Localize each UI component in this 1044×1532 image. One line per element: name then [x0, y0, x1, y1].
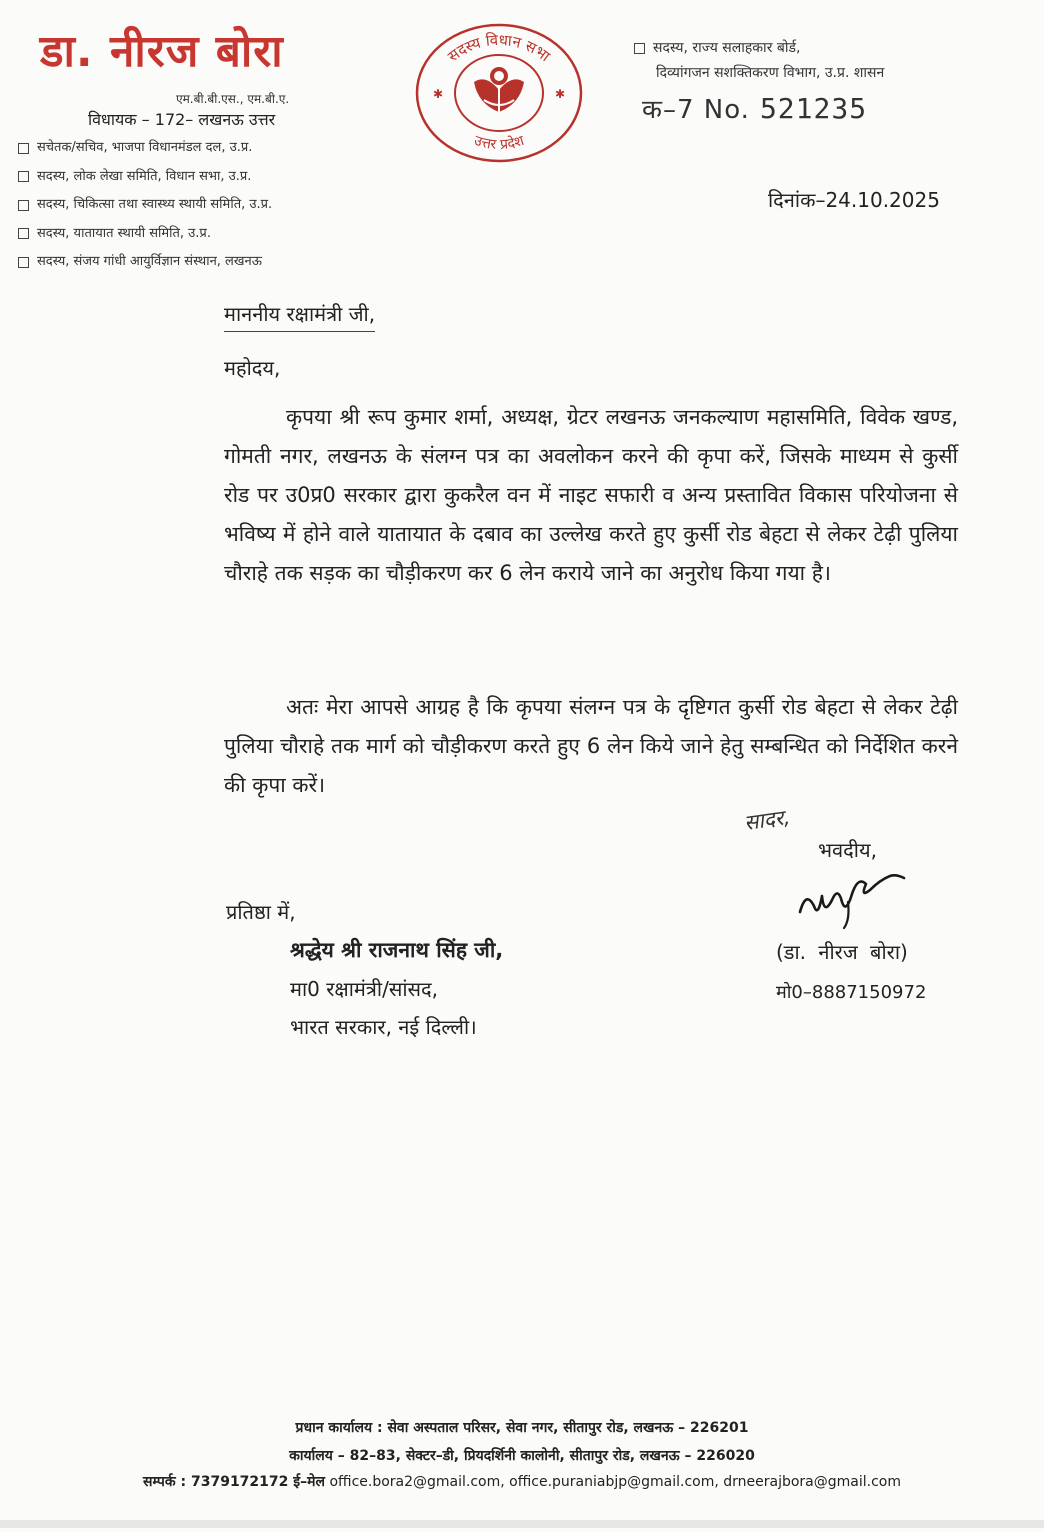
body-paragraph-1: कृपया श्री रूप कुमार शर्मा, अध्यक्ष, ग्रेटर लखनऊ जनकल्याण महासमिति, विवेक खण्ड, गोमती नगर, लखनऊ के संलग्न पत्र का अवलोकन करने की कृपा करें, जिसके माध्यम से कुर्सी रोड पर उ0प्र0 सरकार द्वारा कुकरैल वन में नाइट सफारी व अन्य प्रस्तावित विकास परियोजना से भविष्य में होने वाले यातायात के दबाव का उल्लेख करते हुए कुर्सी रोड बेहटा से लेकर टेढ़ी पुलिया चौराहे तक सड़क का चौड़ीकरण कर 6 लेन कराये जाने का अनुरोध किया गया है।	[224, 405, 958, 585]
role-item: सदस्य, चिकित्सा तथा स्वास्थ्य स्थायी समिति, उ.प्र.	[18, 191, 272, 220]
svg-text:✱: ✱	[432, 87, 444, 101]
right-role-item: सदस्य, राज्य सलाहकार बोर्ड,	[634, 36, 884, 61]
letterhead-designation: विधायक – 172– लखनऊ उत्तर	[88, 110, 276, 129]
role-item: सचेतक/सचिव, भाजपा विधानमंडल दल, उ.प्र.	[18, 134, 272, 163]
svg-text:सदस्य विधान सभा	[444, 31, 554, 66]
svg-text:उत्तर प्रदेश	[472, 133, 527, 153]
letterhead-name: डा. नीरज बोरा	[40, 26, 284, 77]
svg-text:✱: ✱	[554, 87, 566, 101]
checkbox-icon	[18, 257, 29, 268]
footer-emails: office.bora2@gmail.com, office.puraniabjp@gmail.com, drneerajbora@gmail.com	[329, 1474, 901, 1490]
signature-icon	[792, 872, 922, 932]
assembly-seal-icon	[414, 22, 584, 164]
checkbox-icon	[634, 43, 645, 54]
reference-number	[642, 90, 867, 126]
right-role-line2: दिव्यांगजन सशक्तिकरण विभाग, उ.प्र. शासन	[656, 65, 885, 81]
checkbox-icon	[18, 200, 29, 211]
greeting: महोदय,	[224, 356, 281, 380]
footer-contact-label: सम्पर्क : 7379172172 ई–मेल	[143, 1474, 326, 1490]
signatory-mobile: मो0–8887150972	[776, 982, 927, 1003]
seal-top-text: सदस्य विधान सभा	[444, 30, 554, 66]
page-bottom-edge	[0, 1520, 1044, 1528]
letterhead-qualifications: एम.बी.बी.एस., एम.बी.ए.	[176, 92, 290, 106]
recipient-label: प्रतिष्ठा में,	[226, 900, 296, 924]
signatory-name: (डा. नीरज बोरा)	[776, 940, 908, 964]
reference-digits: 521235	[759, 92, 868, 125]
handwritten-note: सादर,	[742, 804, 792, 836]
footer-head-office: प्रधान कार्यालय : सेवा अस्पताल परिसर, सेवा नगर, सीतापुर रोड, लखनऊ – 226201	[295, 1420, 749, 1436]
recipient-organisation: भारत सरकार, नई दिल्ली।	[290, 1015, 477, 1039]
footer-office: कार्यालय – 82–83, सेक्टर–डी, प्रियदर्शिनी कालोनी, सीतापुर रोड, लखनऊ – 226020	[289, 1448, 755, 1464]
body-paragraph-2: अतः मेरा आपसे आग्रह है कि कृपया संलग्न पत्र के दृष्टिगत कुर्सी रोड बेहटा से लेकर टेढ़ी पुलिया चौराहे तक मार्ग को चौड़ीकरण करते हुए 6 लेन किये जाने हेतु सम्बन्धित को निर्देशित करने की कृपा करें।	[224, 695, 958, 797]
letter-date: दिनांक–24.10.2025	[768, 188, 940, 212]
checkbox-icon	[18, 228, 29, 239]
seal-bottom-text: उत्तर प्रदेश	[471, 132, 527, 154]
checkbox-icon	[18, 171, 29, 182]
role-item: सदस्य, यातायात स्थायी समिति, उ.प्र.	[18, 220, 272, 249]
reference-prefix: क–7 No.	[642, 95, 750, 125]
salutation: माननीय रक्षामंत्री जी,	[224, 300, 375, 332]
footer-contact	[0, 1472, 1044, 1491]
letterhead-right-roles	[634, 36, 884, 86]
role-item: सदस्य, लोक लेखा समिति, विधान सभा, उ.प्र.	[18, 163, 272, 192]
role-item: सदस्य, संजय गांधी आयुर्विज्ञान संस्थान, लखनऊ	[18, 248, 272, 277]
recipient-title: मा0 रक्षामंत्री/सांसद,	[290, 977, 439, 1001]
recipient-name: श्रद्धेय श्री राजनाथ सिंह जी,	[290, 938, 504, 962]
closing: भवदीय,	[818, 838, 877, 862]
letterhead-roles-list	[18, 134, 272, 277]
checkbox-icon	[18, 143, 29, 154]
